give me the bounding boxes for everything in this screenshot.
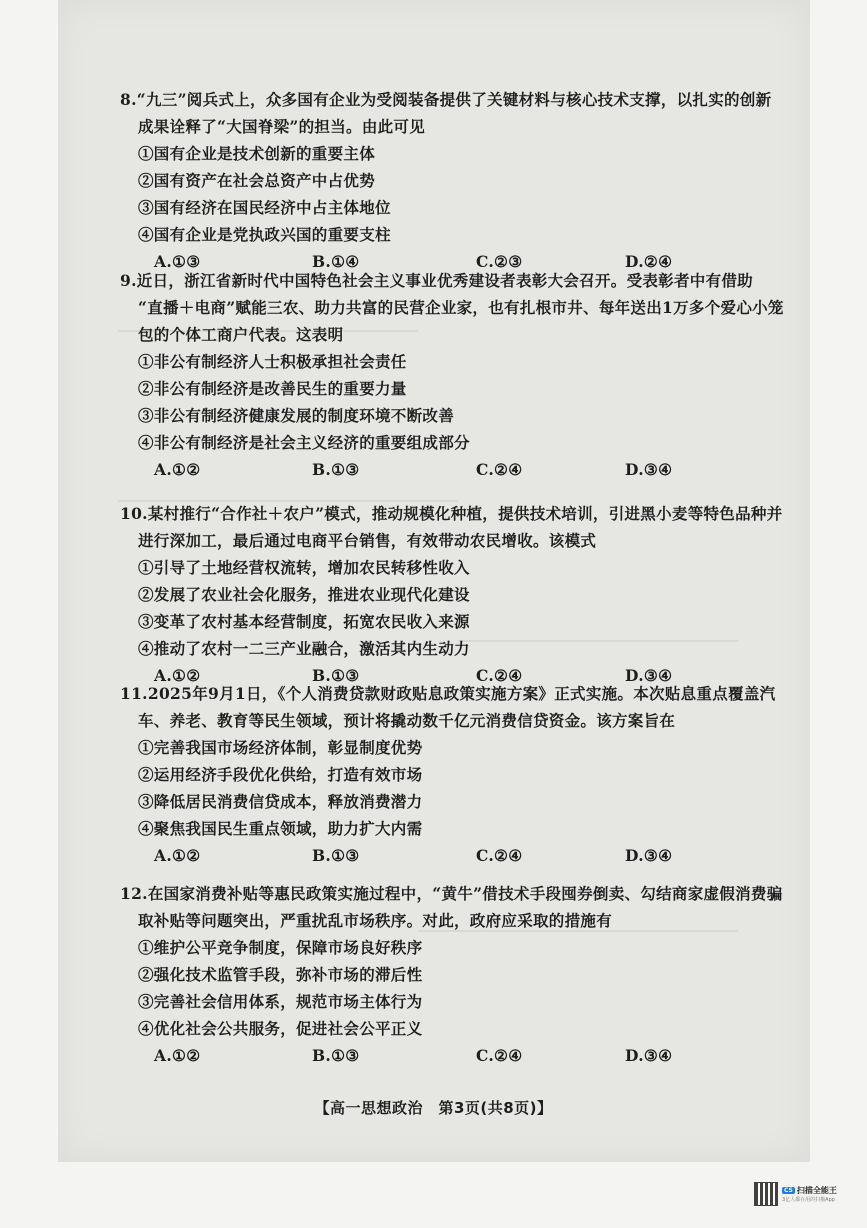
choice-a: A.①② (154, 666, 201, 685)
option-1: ①完善我国市场经济体制，彰显制度优势 (138, 738, 423, 757)
option-1: ①维护公平竞争制度，保障市场良好秩序 (138, 938, 423, 957)
question-stem-continued: “直播＋电商”赋能三农、助力共富的民营企业家，也有扎根市井、每年送出1万多个爱心小笼 (138, 298, 784, 317)
choice-b: B.①③ (312, 1046, 360, 1065)
question-10 (120, 500, 800, 689)
qr-code-icon (754, 1182, 778, 1206)
option-1: ①国有企业是技术创新的重要主体 (138, 144, 376, 163)
question-stem-continued: 车、养老、教育等民生领域，预计将撬动数千亿元消费信贷资金。该方案旨在 (138, 711, 676, 730)
watermark-subtitle: 3亿人都在用的扫描App (782, 1197, 835, 1203)
option-3: ③国有经济在国民经济中占主体地位 (138, 198, 391, 217)
question-stem-continued: 包的个体工商户代表。这表明 (138, 325, 344, 344)
question-stem: 11.2025年9月1日，《个人消费贷款财政贴息政策实施方案》正式实施。本次贴息重点覆盖汽 (120, 684, 776, 703)
option-3: ③降低居民消费信贷成本，释放消费潜力 (138, 792, 423, 811)
choice-d: D.②④ (625, 252, 673, 271)
watermark-logo (782, 1185, 837, 1203)
choice-a: A.①② (154, 460, 201, 479)
option-2: ②强化技术监管手段，弥补市场的滞后性 (138, 965, 423, 984)
question-stem: 8.“九三”阅兵式上，众多国有企业为受阅装备提供了关键材料与核心技术支撑，以扎实的创新 (120, 90, 772, 109)
question-11 (120, 680, 800, 869)
choice-d: D.③④ (625, 666, 673, 685)
option-1: ①引导了土地经营权流转，增加农民转移性收入 (138, 558, 470, 577)
answer-choices (120, 1042, 800, 1069)
choice-c: C.②④ (476, 1046, 523, 1065)
option-1: ①非公有制经济人士积极承担社会责任 (138, 352, 407, 371)
question-stem: 12.在国家消费补贴等惠民政策实施过程中，“黄牛”借技术手段囤券倒卖、勾结商家虚假消费骗 (120, 884, 783, 903)
choice-b: B.①③ (312, 666, 360, 685)
option-3: ③完善社会信用体系，规范市场主体行为 (138, 992, 423, 1011)
option-3: ③变革了农村基本经营制度，拓宽农民收入来源 (138, 612, 470, 631)
option-4: ④非公有制经济是社会主义经济的重要组成部分 (138, 433, 470, 452)
choice-c: C.②③ (476, 252, 523, 271)
option-2: ②非公有制经济是改善民生的重要力量 (138, 379, 407, 398)
question-9 (120, 267, 800, 483)
choice-d: D.③④ (625, 1046, 673, 1065)
question-12 (120, 880, 800, 1069)
answer-choices (120, 842, 800, 869)
choice-a: A.①③ (154, 252, 201, 271)
choice-d: D.③④ (625, 846, 673, 865)
question-stem-continued: 进行深加工，最后通过电商平台销售，有效带动农民增收。该模式 (138, 531, 597, 550)
watermark-title: 扫描全能王 (796, 1186, 837, 1195)
option-4: ④国有企业是党执政兴国的重要支柱 (138, 225, 391, 244)
option-4: ④聚焦我国民生重点领域，助力扩大内需 (138, 819, 423, 838)
scanner-watermark (754, 1175, 850, 1213)
answer-choices (120, 456, 800, 483)
option-4: ④推动了农村一二三产业融合，激活其内生动力 (138, 639, 470, 658)
question-stem-continued: 取补贴等问题突出，严重扰乱市场秩序。对此，政府应采取的措施有 (138, 911, 613, 930)
option-2: ②国有资产在社会总资产中占优势 (138, 171, 376, 190)
choice-c: C.②④ (476, 846, 523, 865)
page-footer: 【高一思想政治 第3页(共8页)】 (314, 1099, 553, 1117)
camscanner-icon: CS (784, 1187, 793, 1194)
option-3: ③非公有制经济健康发展的制度环境不断改善 (138, 406, 455, 425)
choice-d: D.③④ (625, 460, 673, 479)
option-4: ④优化社会公共服务，促进社会公平正义 (138, 1019, 423, 1038)
question-8 (120, 86, 800, 275)
choice-b: B.①③ (312, 846, 360, 865)
choice-b: B.①④ (312, 252, 360, 271)
choice-a: A.①② (154, 1046, 201, 1065)
question-stem: 10.某村推行“合作社＋农户”模式，推动规模化种植，提供技术培训，引进黑小麦等特色品种并 (120, 504, 783, 523)
choice-c: C.②④ (476, 460, 523, 479)
question-stem: 9.近日，浙江省新时代中国特色社会主义事业优秀建设者表彰大会召开。受表彰者中有借助 (120, 271, 753, 290)
question-stem-continued: 成果诠释了“大国脊梁”的担当。由此可见 (138, 117, 426, 136)
choice-c: C.②④ (476, 666, 523, 685)
choice-b: B.①③ (312, 460, 360, 479)
option-2: ②运用经济手段优化供给，打造有效市场 (138, 765, 423, 784)
choice-a: A.①② (154, 846, 201, 865)
option-2: ②发展了农业社会化服务，推进农业现代化建设 (138, 585, 470, 604)
